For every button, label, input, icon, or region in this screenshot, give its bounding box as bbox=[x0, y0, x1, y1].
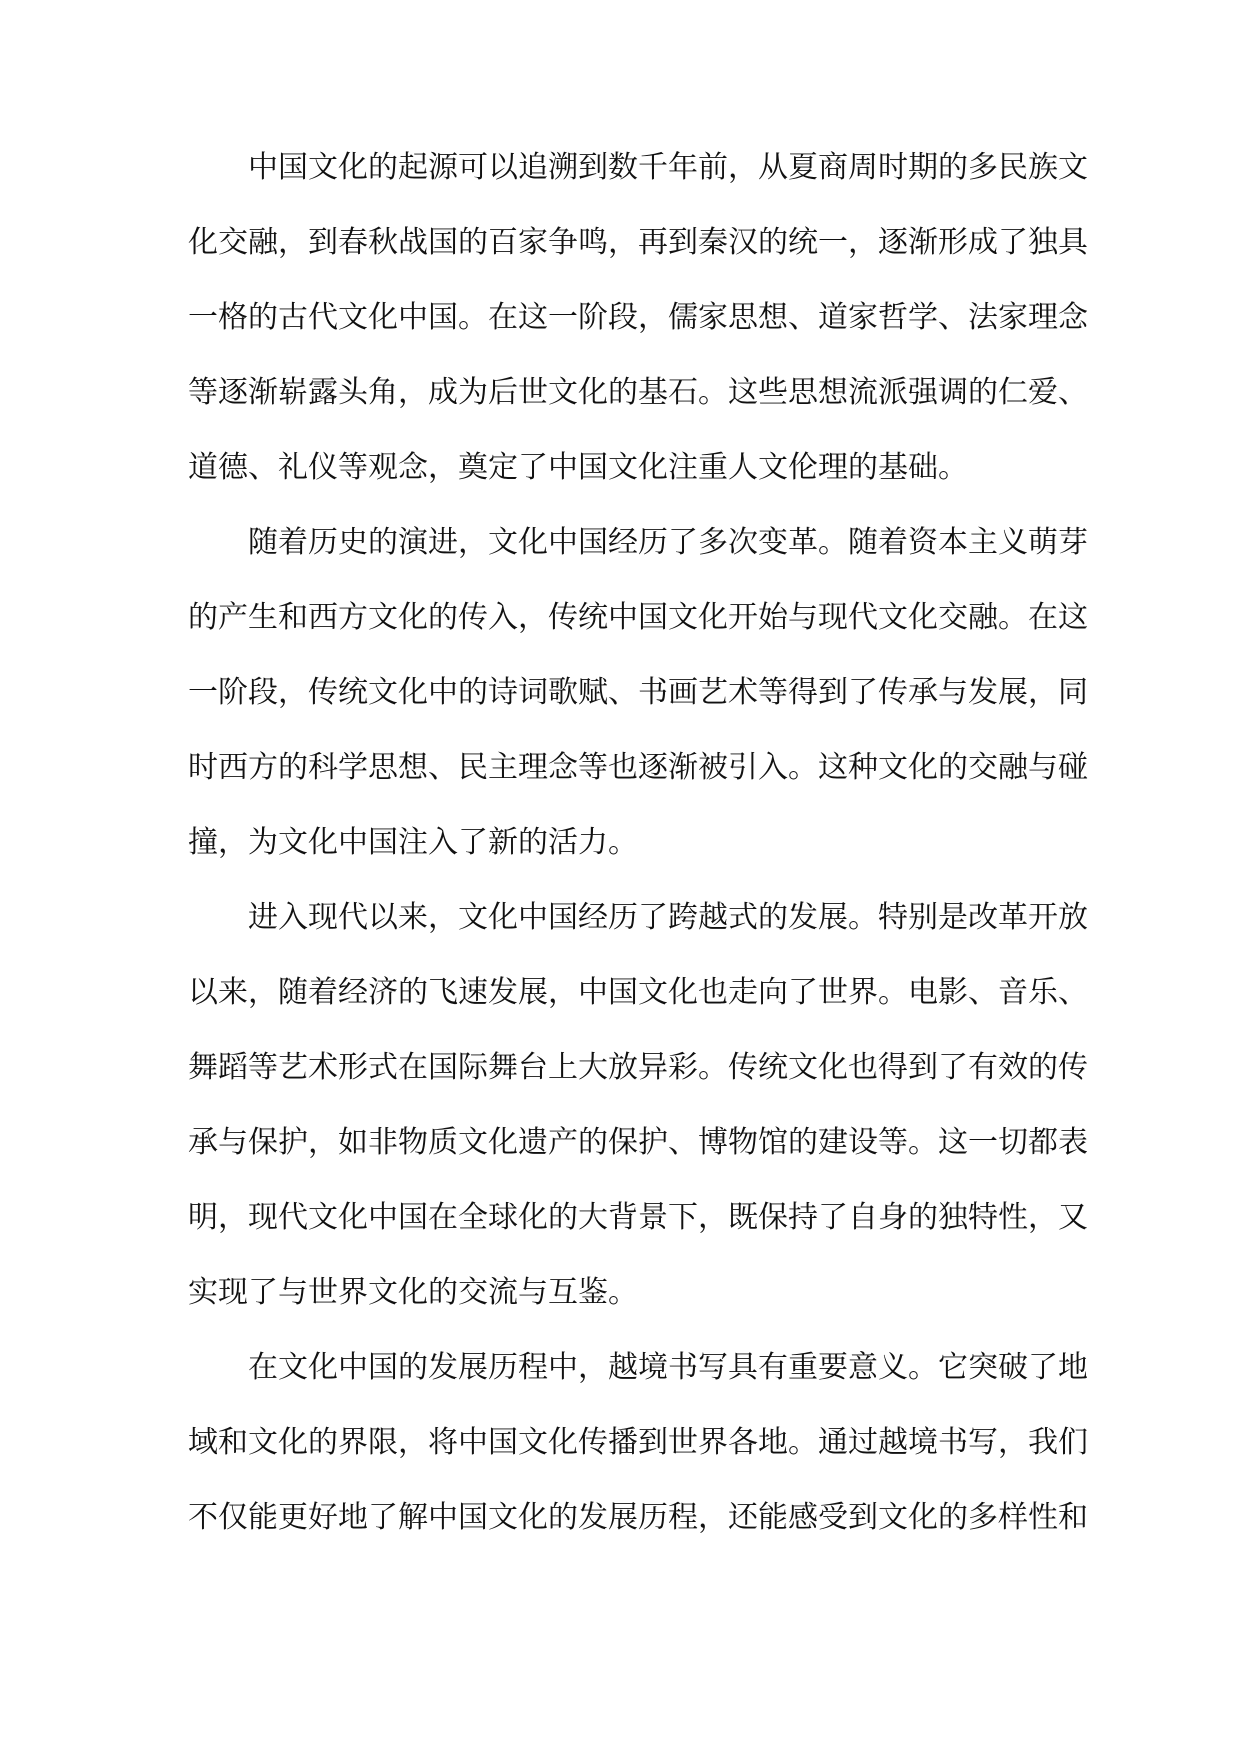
text-line: 在文化中国的发展历程中，越境书写具有重要意义。它突破了地 bbox=[248, 1350, 1088, 1385]
text-line: 以来，随着经济的飞速发展，中国文化也走向了世界。电影、音乐、 bbox=[188, 975, 1088, 1010]
text-line: 一格的古代文化中国。在这一阶段，儒家思想、道家哲学、法家理念 bbox=[188, 300, 1088, 335]
paragraph-2 bbox=[188, 523, 1088, 898]
text-line: 化交融，到春秋战国的百家争鸣，再到秦汉的统一，逐渐形成了独具 bbox=[188, 225, 1088, 260]
text-line: 一阶段，传统文化中的诗词歌赋、书画艺术等得到了传承与发展，同 bbox=[188, 675, 1088, 710]
text-line: 随着历史的演进，文化中国经历了多次变革。随着资本主义萌芽 bbox=[248, 525, 1088, 560]
text-line: 的产生和西方文化的传入，传统中国文化开始与现代文化交融。在这 bbox=[188, 600, 1088, 635]
text-line: 明，现代文化中国在全球化的大背景下，既保持了自身的独特性，又 bbox=[188, 1200, 1088, 1235]
paragraph-4 bbox=[188, 1348, 1088, 1573]
text-line: 撞，为文化中国注入了新的活力。 bbox=[188, 825, 638, 860]
text-line: 等逐渐崭露头角，成为后世文化的基石。这些思想流派强调的仁爱、 bbox=[188, 375, 1088, 410]
text-line: 中国文化的起源可以追溯到数千年前，从夏商周时期的多民族文 bbox=[248, 150, 1088, 185]
text-line: 进入现代以来，文化中国经历了跨越式的发展。特别是改革开放 bbox=[248, 900, 1088, 935]
text-line: 实现了与世界文化的交流与互鉴。 bbox=[188, 1275, 638, 1310]
text-line: 不仅能更好地了解中国文化的发展历程，还能感受到文化的多样性和 bbox=[188, 1500, 1088, 1535]
paragraph-1 bbox=[188, 148, 1088, 523]
text-line: 舞蹈等艺术形式在国际舞台上大放异彩。传统文化也得到了有效的传 bbox=[188, 1050, 1088, 1085]
text-line: 承与保护，如非物质文化遗产的保护、博物馆的建设等。这一切都表 bbox=[188, 1125, 1088, 1160]
document-body bbox=[188, 148, 1088, 1573]
text-line: 时西方的科学思想、民主理念等也逐渐被引入。这种文化的交融与碰 bbox=[188, 750, 1088, 785]
paragraph-3 bbox=[188, 898, 1088, 1348]
text-line: 域和文化的界限，将中国文化传播到世界各地。通过越境书写，我们 bbox=[188, 1425, 1088, 1460]
text-line: 道德、礼仪等观念，奠定了中国文化注重人文伦理的基础。 bbox=[188, 450, 968, 485]
